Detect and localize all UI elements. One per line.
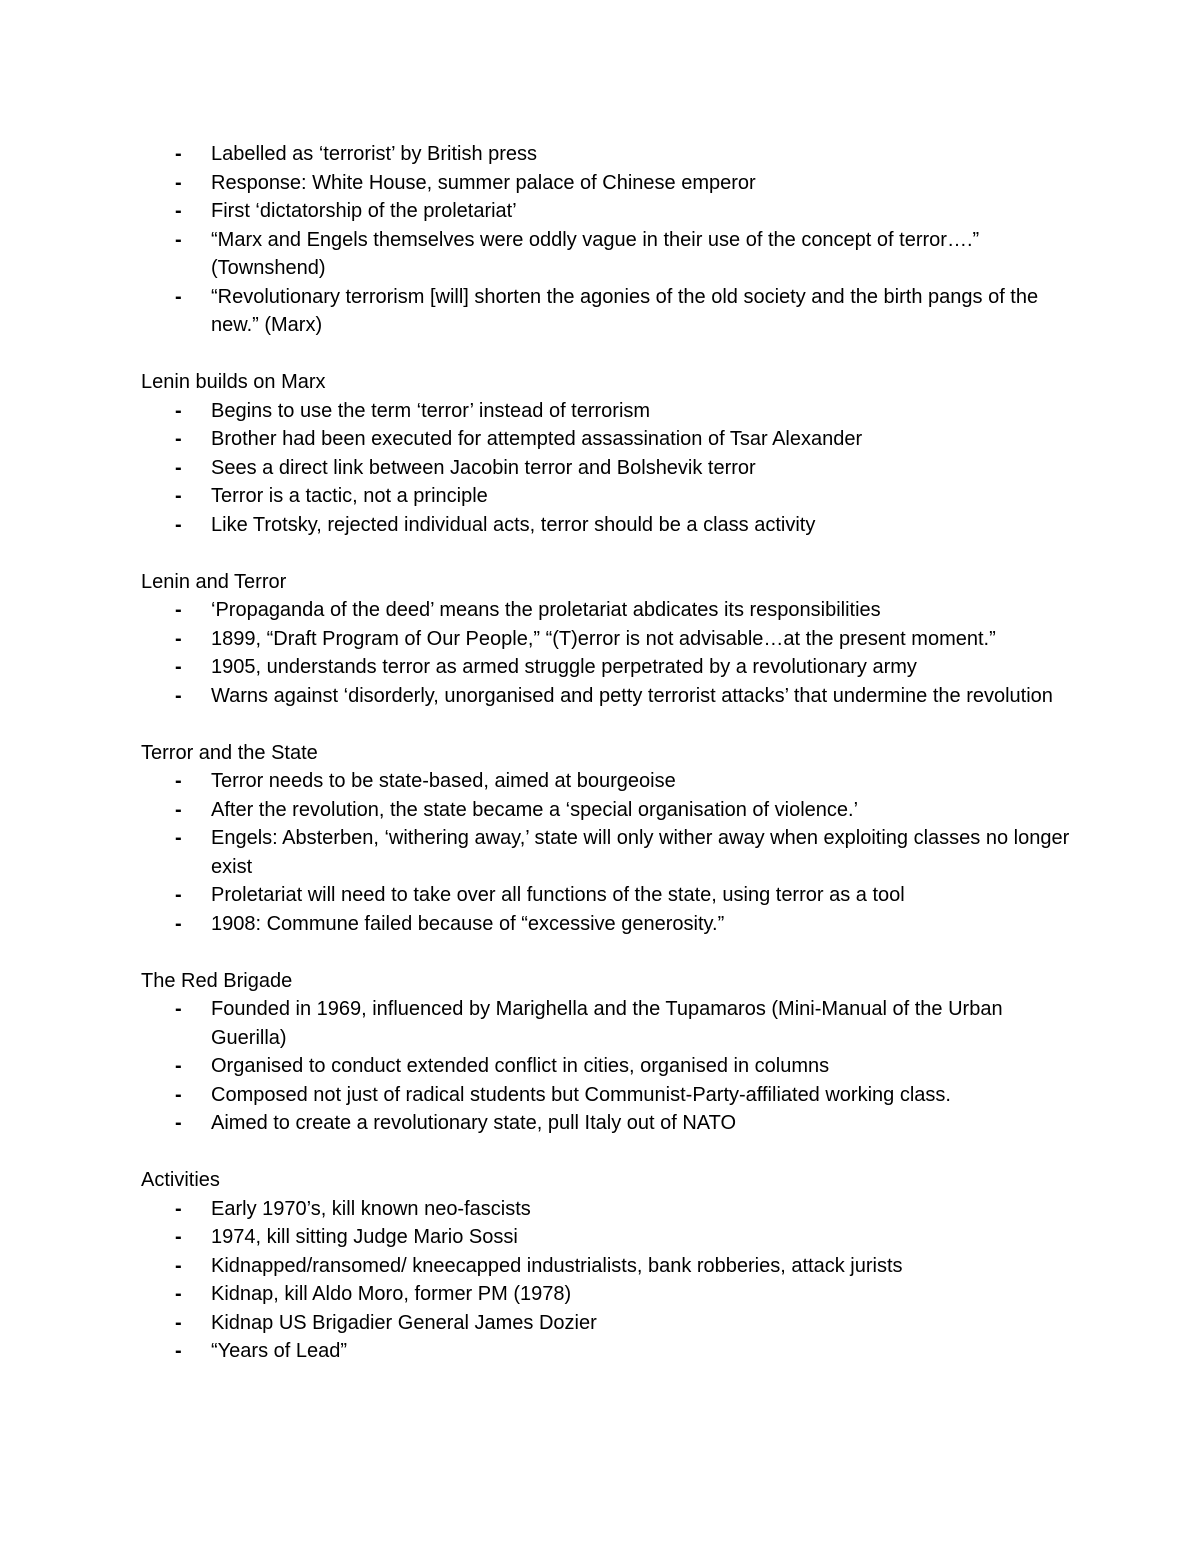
list-item-text: Begins to use the term ‘terror’ instead of terrorism	[211, 399, 651, 422]
bullet-dash: -	[175, 200, 182, 222]
list-item	[141, 482, 1071, 511]
bullet-dash: -	[175, 884, 182, 906]
list-item-text: Response: White House, summer palace of Chinese emperor	[211, 171, 756, 194]
bullet-dash: -	[175, 1340, 182, 1362]
bullet-dash: -	[175, 599, 182, 621]
bullet-dash: -	[175, 1112, 182, 1134]
section-heading: Activities	[141, 1169, 220, 1191]
list-item-text: Proletariat will need to take over all functions of the state, using terror as a tool	[211, 884, 905, 906]
section-terror-and-the-state	[141, 739, 1071, 939]
bullet-dash: -	[175, 1055, 182, 1077]
bullet-dash: -	[175, 627, 182, 650]
bullet-dash: -	[175, 827, 182, 849]
list-item-text: Early 1970’s, kill known neo-fascists	[211, 1197, 531, 1220]
bullet-dash: -	[175, 485, 182, 507]
list-item	[141, 140, 1071, 169]
list-item-text: Labelled as ‘terrorist’ by British press	[211, 143, 538, 165]
list-item-text: 1899, “Draft Program of Our People,” “(T)error is not advisable…at the present moment.”	[211, 627, 996, 650]
bullet-dash: -	[175, 770, 182, 792]
list-item-text: Terror needs to be state-based, aimed at bourgeoise	[211, 770, 676, 792]
list-item-text: 1908: Commune failed because of “excessive generosity.”	[211, 912, 725, 935]
section-activities	[141, 1166, 1071, 1366]
list-item	[141, 1252, 1071, 1281]
list-item-text: Kidnap US Brigadier General James Dozier	[211, 1311, 597, 1334]
list-item-text: 1974, kill sitting Judge Mario Sossi	[211, 1226, 518, 1248]
list-item-text: “Years of Lead”	[211, 1340, 348, 1362]
bullet-dash: -	[175, 798, 182, 821]
list-item	[141, 1280, 1071, 1309]
list-item	[141, 796, 1071, 825]
list-item	[141, 1109, 1071, 1138]
bullet-dash: -	[175, 171, 182, 194]
section-lenin-builds-on-marx	[141, 368, 1071, 539]
list-item	[141, 511, 1071, 540]
list-item	[141, 397, 1071, 426]
list-item	[141, 625, 1071, 654]
list-item-text: Founded in 1969, influenced by Marighella and the Tupamaros (Mini-Manual of the Urban Guerilla)	[211, 998, 1003, 1049]
bullet-dash: -	[175, 143, 182, 165]
section-heading: Lenin builds on Marx	[141, 371, 326, 393]
section-heading: Lenin and Terror	[141, 570, 287, 593]
bullet-dash: -	[175, 1083, 182, 1106]
section-heading: The Red Brigade	[141, 969, 293, 992]
bullet-list	[141, 1195, 1071, 1366]
list-item	[141, 910, 1071, 939]
list-item	[141, 1337, 1071, 1366]
list-item	[141, 1309, 1071, 1338]
list-item	[141, 454, 1071, 483]
list-item	[141, 1081, 1071, 1110]
bullet-dash: -	[175, 1197, 182, 1220]
list-item	[141, 653, 1071, 682]
list-item	[141, 995, 1071, 1052]
bullet-list	[141, 995, 1071, 1138]
list-item-text: Engels: Absterben, ‘withering away,’ state will only wither away when exploiting classes no longer exist	[211, 827, 1070, 878]
list-item	[141, 226, 1071, 283]
list-item-text: “Revolutionary terrorism [will] shorten the agonies of the old society and the birth pangs of the new.” (Marx)	[211, 285, 1039, 336]
bullet-dash: -	[175, 513, 182, 536]
list-item	[141, 1052, 1071, 1081]
bullet-list	[141, 767, 1071, 938]
section-heading: Terror and the State	[141, 741, 318, 764]
bullet-dash: -	[175, 399, 182, 422]
list-item-text: “Marx and Engels themselves were oddly vague in their use of the concept of terror….” (Townshend)	[211, 228, 980, 279]
bullet-dash: -	[175, 228, 182, 251]
bullet-dash: -	[175, 1226, 182, 1248]
bullet-dash: -	[175, 1283, 182, 1305]
list-item	[141, 169, 1071, 198]
list-item-text: 1905, understands terror as armed struggle perpetrated by a revolutionary army	[211, 656, 917, 678]
intro-section	[141, 140, 1071, 340]
list-item	[141, 682, 1071, 711]
bullet-dash: -	[175, 998, 182, 1020]
bullet-dash: -	[175, 285, 182, 308]
bullet-dash: -	[175, 912, 182, 935]
list-item	[141, 1223, 1071, 1252]
list-item-text: Organised to conduct extended conflict in cities, organised in columns	[211, 1055, 830, 1077]
list-item-text: Terror is a tactic, not a principle	[211, 485, 488, 507]
bullet-dash: -	[175, 684, 182, 707]
list-item	[141, 425, 1071, 454]
list-item	[141, 881, 1071, 910]
list-item-text: First ‘dictatorship of the proletariat’	[211, 200, 517, 222]
list-item	[141, 767, 1071, 796]
list-item-text: Brother had been executed for attempted assassination of Tsar Alexander	[211, 428, 863, 450]
bullet-list	[141, 596, 1071, 710]
bullet-dash: -	[175, 428, 182, 450]
bullet-list	[141, 397, 1071, 540]
list-item-text: Sees a direct link between Jacobin terror and Bolshevik terror	[211, 456, 756, 479]
list-item-text: Kidnapped/ransomed/ kneecapped industrialists, bank robberies, attack jurists	[211, 1254, 903, 1277]
section-the-red-brigade	[141, 967, 1071, 1138]
list-item	[141, 283, 1071, 340]
bullet-dash: -	[175, 656, 182, 678]
bullet-dash: -	[175, 456, 182, 479]
list-item-text: After the revolution, the state became a ‘special organisation of violence.’	[211, 798, 859, 821]
list-item-text: Aimed to create a revolutionary state, pull Italy out of NATO	[211, 1112, 737, 1134]
document-body	[141, 140, 1071, 1394]
section-lenin-and-terror	[141, 568, 1071, 711]
list-item-text: Warns against ‘disorderly, unorganised and petty terrorist attacks’ that undermine the revolution	[211, 684, 1053, 707]
bullet-list	[141, 140, 1071, 340]
list-item	[141, 824, 1071, 881]
list-item-text: ‘Propaganda of the deed’ means the proletariat abdicates its responsibilities	[211, 599, 881, 621]
bullet-dash: -	[175, 1254, 182, 1277]
bullet-dash: -	[175, 1311, 182, 1334]
list-item-text: Kidnap, kill Aldo Moro, former PM (1978)	[211, 1283, 572, 1305]
list-item	[141, 1195, 1071, 1224]
list-item	[141, 197, 1071, 226]
list-item-text: Composed not just of radical students but Communist-Party-affiliated working class.	[211, 1083, 951, 1106]
list-item	[141, 596, 1071, 625]
list-item-text: Like Trotsky, rejected individual acts, terror should be a class activity	[211, 513, 816, 536]
